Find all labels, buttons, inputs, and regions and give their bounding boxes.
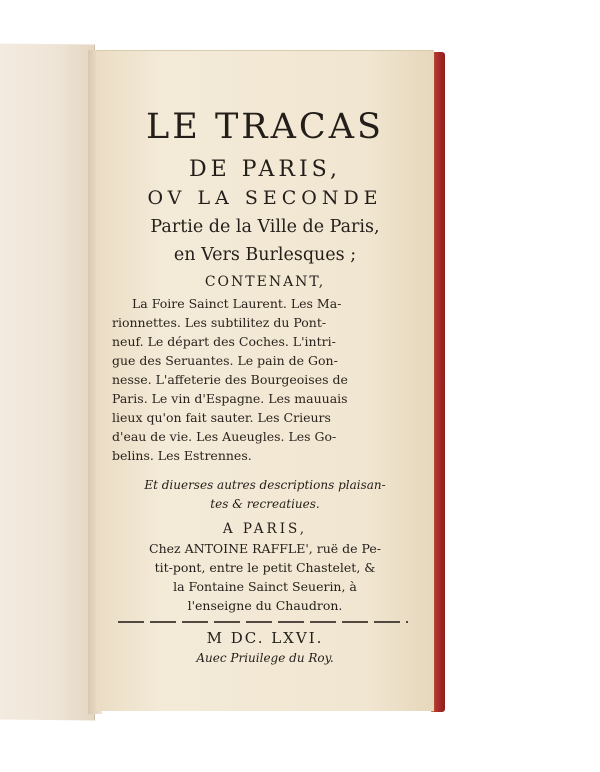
privilege-line: Auec Priuilege du Roy. [196, 651, 334, 665]
imprint-line: l'enseigne du Chaudron. [187, 598, 343, 613]
contents-line: belins. Les Estrennes. [112, 448, 252, 463]
contents-line: d'eau de vie. Les Aueugles. Les Go- [112, 429, 337, 444]
title-line-5: en Vers Burlesques ; [173, 245, 357, 265]
imprint-line: tit-pont, entre le petit Chastelet, & [154, 560, 376, 575]
italic-description-2: tes & recreatiues. [210, 497, 320, 511]
imprint-line: Chez ANTOINE RAFFLE', ruë de Pe- [149, 541, 381, 556]
contents-line: lieux qu'on fait sauter. Les Crieurs [112, 410, 331, 425]
contents-line: Paris. Le vin d'Espagne. Les mauuais [112, 391, 348, 406]
book-title: LE TRACAS [146, 107, 384, 147]
title-line-3: OV LA SECONDE [147, 187, 383, 209]
contents-heading: CONTENANT, [204, 274, 326, 290]
title-line-2: DE PARIS, [189, 157, 341, 182]
title-line-4: Partie de la Ville de Paris, [150, 217, 380, 237]
imprint-place: A PARIS, [222, 521, 308, 537]
left-page [0, 43, 95, 720]
contents-line: gue des Seruantes. Le pain de Gon- [112, 353, 338, 368]
contents-line: neuf. Le départ des Coches. L'intri- [112, 334, 336, 349]
title-page [96, 50, 434, 711]
contents-line: nesse. L'affeterie des Bourgeoises de [112, 372, 348, 387]
contents-line: rionnettes. Les subtilitez du Pont- [112, 315, 327, 330]
imprint-line: la Fontaine Sainct Seuerin, à [173, 579, 357, 594]
imprint-date: M DC. LXVI. [206, 629, 324, 647]
ornamental-rule [118, 621, 408, 623]
contents-line: La Foire Sainct Laurent. Les Ma- [132, 296, 342, 311]
italic-description-1: Et diuerses autres descriptions plaisan- [144, 478, 386, 492]
